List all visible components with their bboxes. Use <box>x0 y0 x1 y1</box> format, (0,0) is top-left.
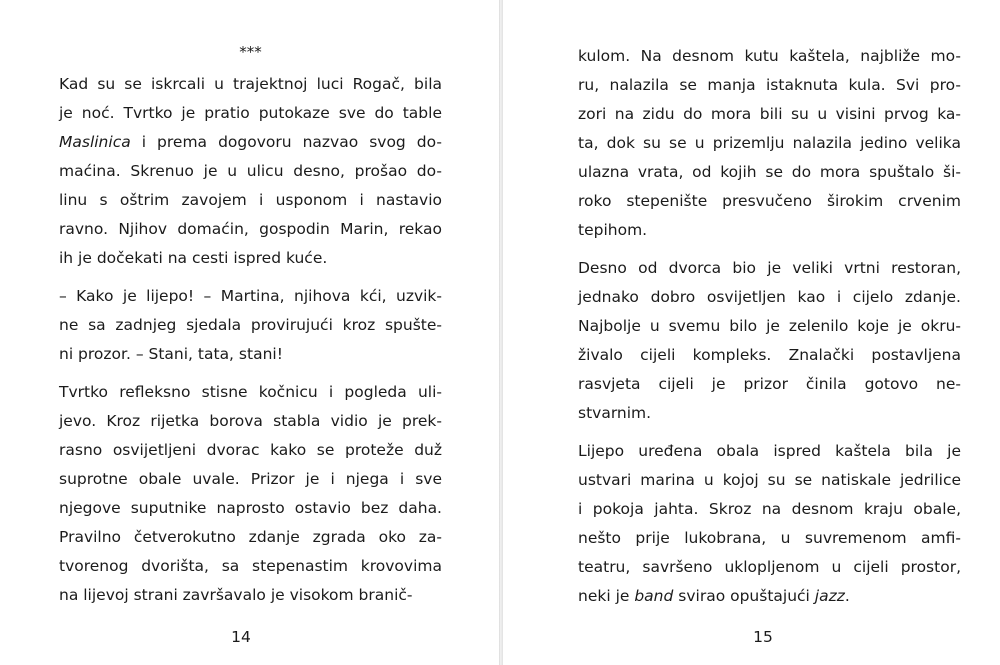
left-page <box>0 0 499 665</box>
text-line: tvorenog dvorišta, sa stepenastim krovovima <box>59 557 442 575</box>
text-line: Kad su se iskrcali u trajektnoj luci Rogač, bila <box>59 75 442 93</box>
text-line: ta, dok su se u prizemlju nalazila jedino velika <box>578 134 961 152</box>
paragraph <box>59 282 442 369</box>
left-paragraphs <box>59 70 442 610</box>
right-page <box>503 0 1000 665</box>
text-line: jevo. Kroz rijetka borova stabla vidio je prek- <box>59 412 442 430</box>
text-line: kulom. Na desnom kutu kaštela, najbliže mo- <box>578 47 961 65</box>
text-line: roko stepenište presvučeno širokim crvenim <box>578 192 961 210</box>
text-line: neki je band svirao opuštajući jazz. <box>578 587 850 605</box>
right-page-text <box>578 42 961 620</box>
page-number-right: 15 <box>753 628 773 646</box>
text-line: ru, nalazila se manja istaknuta kula. Svi pro- <box>578 76 961 94</box>
text-line: njegove suputnike naprosto ostavio bez daha. <box>59 499 442 517</box>
right-paragraphs <box>578 42 961 611</box>
text-line: Najbolje u svemu bilo je zelenilo koje je okru- <box>578 317 961 335</box>
section-separator: *** <box>239 43 262 61</box>
text-line: ulazna vrata, od kojih se do mora spuštalo ši- <box>578 163 961 181</box>
text-line: suprotne obale uvale. Prizor je i njega i sve <box>59 470 442 488</box>
page-number-left: 14 <box>231 628 251 646</box>
text-line: Pravilno četverokutno zdanje zgrada oko za- <box>59 528 442 546</box>
text-line: stvarnim. <box>578 404 652 422</box>
text-line: ustvari marina u kojoj su se natiskale jedrilice <box>578 471 961 489</box>
paragraph <box>578 254 961 428</box>
paragraph <box>59 378 442 610</box>
text-line: tepihom. <box>578 221 648 239</box>
text-line: Maslinica i prema dogovoru nazvao svog do- <box>59 133 442 151</box>
text-line: jednako dobro osvijetljen kao i cijelo zdanje. <box>578 288 961 306</box>
text-line: ih je dočekati na cesti ispred kuće. <box>59 249 328 267</box>
paragraph <box>578 437 961 611</box>
text-line: je noć. Tvrtko je pratio putokaze sve do table <box>59 104 442 122</box>
text-line: zori na zidu do mora bili su u visini prvog ka- <box>578 105 961 123</box>
text-line: rasvjeta cijeli je prizor činila gotovo ne- <box>578 375 961 393</box>
text-line: nešto prije lukobrana, u suvremenom amfi- <box>578 529 961 547</box>
text-line: ravno. Njihov domaćin, gospodin Marin, rekao <box>59 220 442 238</box>
text-line: ne sa zadnjeg sjedala provirujući kroz spušte- <box>59 316 442 334</box>
text-line: rasno osvijetljeni dvorac kako se proteže duž <box>59 441 442 459</box>
paragraph <box>59 70 442 273</box>
text-line: teatru, savršeno uklopljenom u cijeli prostor, <box>578 558 961 576</box>
text-line: Lijepo uređena obala ispred kaštela bila je <box>578 442 961 460</box>
text-line: živalo cijeli kompleks. Znalački postavljena <box>578 346 961 364</box>
paragraph <box>578 42 961 245</box>
text-line: Desno od dvorca bio je veliki vrtni restoran, <box>578 259 961 277</box>
left-page-text <box>59 0 442 619</box>
text-line: Tvrtko refleksno stisne kočnicu i pogleda uli- <box>59 383 442 401</box>
text-line: ni prozor. – Stani, tata, stani! <box>59 345 283 363</box>
text-line: – Kako je lijepo! – Martina, njihova kći, uzvik- <box>59 287 442 305</box>
text-line: i pokoja jahta. Skroz na desnom kraju obale, <box>578 500 961 518</box>
text-line: maćina. Skrenuo je u ulicu desno, prošao do- <box>59 162 442 180</box>
text-line: na lijevoj strani završavalo je visokom branič- <box>59 586 413 604</box>
text-line: linu s oštrim zavojem i usponom i nastavio <box>59 191 442 209</box>
